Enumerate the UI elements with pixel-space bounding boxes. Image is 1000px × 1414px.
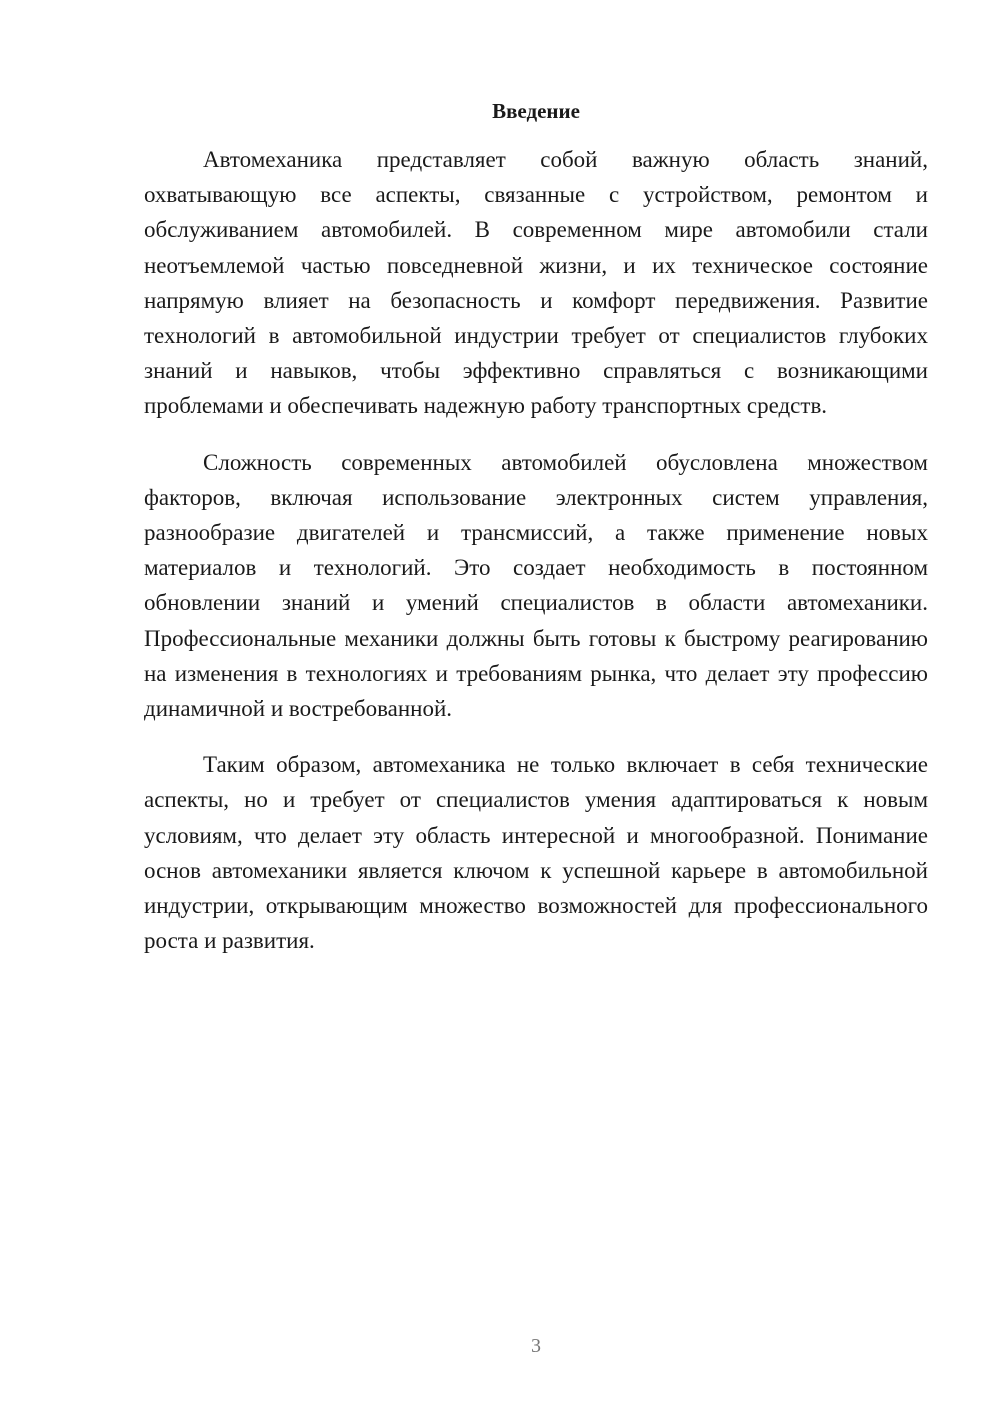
section-title: Введение: [492, 99, 580, 123]
body-text: [144, 142, 928, 958]
paragraph-2: Сложность современных автомобилей обусловлена множеством факторов, включая использование электронных систем управления, разнообразие двигателей и трансмиссий, а также применение новых материалов и технологий. Это создает необходимость в постоянном обновлении знаний и умений специалистов в области автомеханики. Профессиональные механики должны быть готовы к быстрому реагированию на изменения в технологиях и требованиям рынка, что делает эту профессию динамичной и востребованной.: [144, 449, 928, 722]
paragraph-3: Таким образом, автомеханика не только включает в себя технические аспекты, но и требует от специалистов умения адаптироваться к новым условиям, что делает эту область интересной и многообразной. Понимание основ автомеханики является ключом к успешной карьере в автомобильной индустрии, открывающим множество возможностей для профессионального роста и развития.: [144, 752, 928, 954]
paragraph-1: Автомеханика представляет собой важную область знаний, охватывающую все аспекты, связанные с устройством, ремонтом и обслуживанием автомобилей. В современном мире автомобили стали неотъемлемой частью повседневной жизни, и их техническое состояние напрямую влияет на безопасность и комфорт передвижения. Развитие технологий в автомобильной индустрии требует от специалистов глубоких знаний и навыков, чтобы эффективно справляться с возникающими проблемами и обеспечивать надежную работу транспортных средств.: [144, 147, 928, 419]
page-number: 3: [531, 1335, 541, 1357]
